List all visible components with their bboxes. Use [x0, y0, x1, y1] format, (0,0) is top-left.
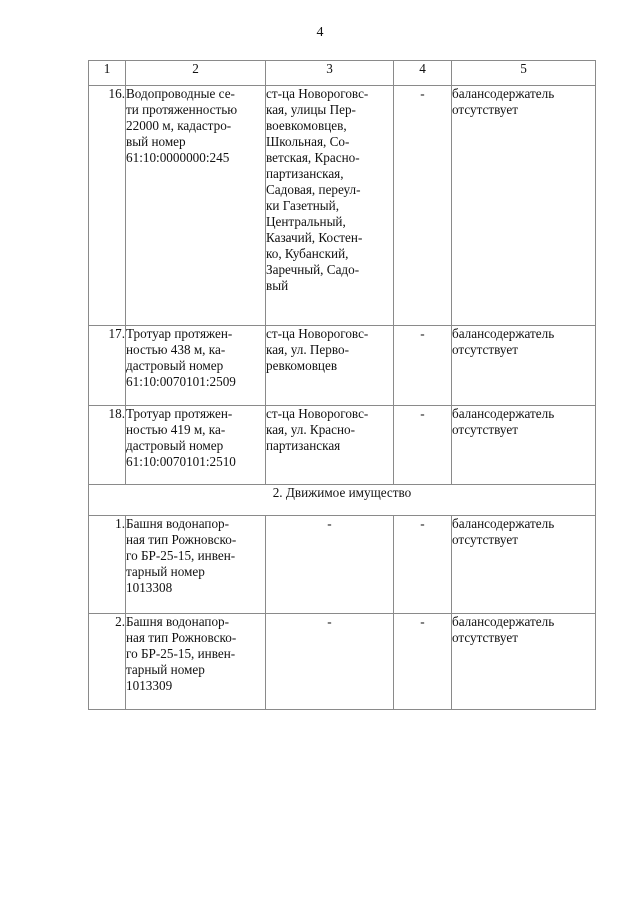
balance-holder: балансодержатель отсутствует: [452, 86, 596, 326]
column-4-value: -: [394, 406, 452, 485]
balance-holder: балансодержатель отсутствует: [452, 516, 596, 614]
column-4-value: -: [394, 326, 452, 406]
object-name: Тротуар протяжен- ностью 419 м, ка- дастровый номер 61:10:0070101:2510: [126, 406, 266, 485]
table-row: [89, 406, 596, 485]
row-number: 2.: [89, 614, 126, 710]
column-header: 3: [266, 61, 394, 86]
object-address: ст-ца Новороговс- кая, ул. Красно- партизанская: [266, 406, 394, 485]
object-address: -: [266, 516, 394, 614]
row-number: 16.: [89, 86, 126, 326]
object-name: Тротуар протяжен- ностью 438 м, ка- дастровый номер 61:10:0070101:2509: [126, 326, 266, 406]
balance-holder: балансодержатель отсутствует: [452, 614, 596, 710]
table-row: [89, 326, 596, 406]
table-row: [89, 614, 596, 710]
row-number: 17.: [89, 326, 126, 406]
row-number: 18.: [89, 406, 126, 485]
object-name: Водопроводные се- ти протяженностью 22000 м, кадастро- вый номер 61:10:0000000:245: [126, 86, 266, 326]
property-table: [88, 60, 596, 710]
table-row: [89, 86, 596, 326]
row-number: 1.: [89, 516, 126, 614]
column-4-value: -: [394, 614, 452, 710]
balance-holder: балансодержатель отсутствует: [452, 326, 596, 406]
section-title: 2. Движимое имущество: [89, 485, 596, 516]
table-header-row: [89, 61, 596, 86]
object-name: Башня водонапор- ная тип Рожновско- го БР-25-15, инвен- тарный номер 1013308: [126, 516, 266, 614]
object-address: ст-ца Новороговс- кая, улицы Пер- воевкомовцев, Школьная, Со- ветская, Красно- партизанская, Садовая, переул- ки Газетный, Центральный, Казачий, Костен- ко, Кубанский, Заречный, Садо- вый: [266, 86, 394, 326]
table-row: [89, 516, 596, 614]
column-header: 5: [452, 61, 596, 86]
page-number: 4: [316, 25, 324, 40]
column-4-value: -: [394, 86, 452, 326]
object-name: Башня водонапор- ная тип Рожновско- го БР-25-15, инвен- тарный номер 1013309: [126, 614, 266, 710]
column-header: 1: [89, 61, 126, 86]
object-address: -: [266, 614, 394, 710]
section-row: [89, 485, 596, 516]
column-header: 2: [126, 61, 266, 86]
object-address: ст-ца Новороговс- кая, ул. Перво- ревкомовцев: [266, 326, 394, 406]
balance-holder: балансодержатель отсутствует: [452, 406, 596, 485]
column-header: 4: [394, 61, 452, 86]
column-4-value: -: [394, 516, 452, 614]
